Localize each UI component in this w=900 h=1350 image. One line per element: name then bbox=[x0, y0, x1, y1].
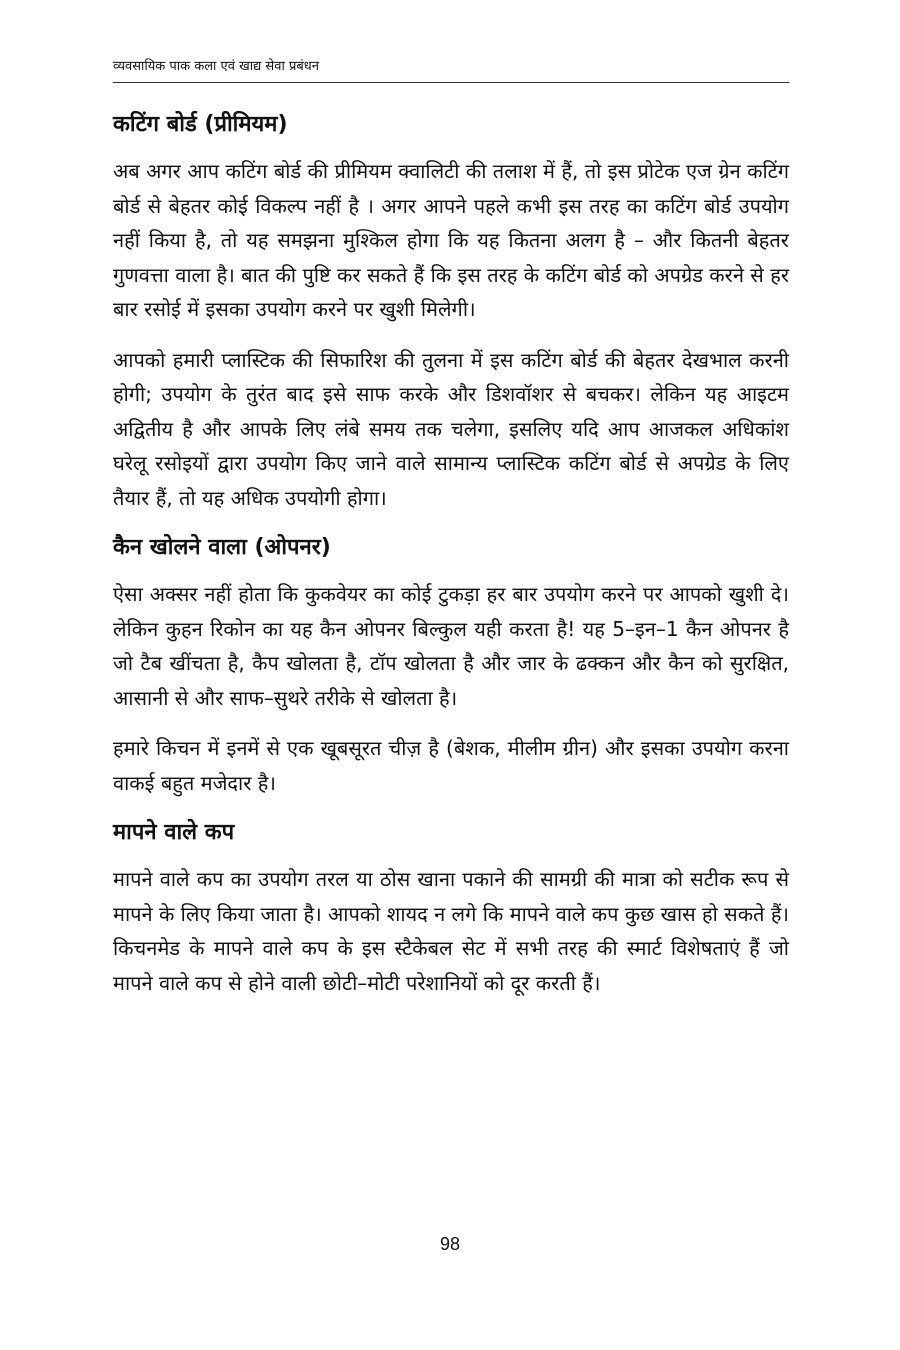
section-heading: मापने वाले कप bbox=[113, 820, 235, 845]
paragraph: आपको हमारी प्लास्टिक की सिफारिश की तुलना में इस कटिंग बोर्ड की बेहतर देखभाल करनी होगी; उपयोग के तुरंत बाद इसे साफ करके और डिशवॉशर से बचकर। लेकिन यह आइटम अद्वितीय है और आपके लिए लंबे समय तक चलेगा, इसलिए यदि आप आजकल अधिकांश घरेलू रसोइयों द्वारा उपयोग किए जाने वाले सामान्य प्लास्टिक कटिंग बोर्ड से अपग्रेड के लिए तैयार हैं, तो यह अधिक उपयोगी होगा। bbox=[113, 347, 789, 510]
section-cutting-board bbox=[113, 108, 789, 515]
section-heading: कटिंग बोर्ड (प्रीमियम) bbox=[113, 112, 288, 137]
paragraph: मापने वाले कप का उपयोग तरल या ठोस खाना पकाने की सामग्री की मात्रा को सटीक रूप से मापने के लिए किया जाता है। आपको शायद न लगे कि मापने वाले कप कुछ खास हो सकते हैं। किचनमेड के मापने वाले कप के इस स्टैकेबल सेट में सभी तरह की स्मार्ट विशेषताएं हैं जो मापने वाले कप से होने वाली छोटी–मोटी परेशानियों को दूर करती हैं। bbox=[113, 867, 790, 995]
running-header: व्यवसायिक पाक कला एवं खाद्य सेवा प्रबंधन bbox=[113, 58, 789, 83]
section-can-opener bbox=[113, 531, 789, 800]
paragraph: ऐसा अक्सर नहीं होता कि कुकवेयर का कोई टुकड़ा हर बार उपयोग करने पर आपको खुशी दे। लेकिन कुहन रिकोन का यह कैन ओपनर बिल्कुल यही करता है! यह 5–इन–1 कैन ओपनर है जो टैब खींचता है, कैप खोलता है, टॉप खोलता है और जार के ढक्कन और कैन को सुरक्षित, आसानी से और साफ–सुथरे तरीके से खोलता है। bbox=[113, 582, 789, 710]
section-measuring-cups bbox=[113, 816, 789, 1000]
paragraph: अब अगर आप कटिंग बोर्ड की प्रीमियम क्वालिटी की तलाश में हैं, तो इस प्रोटेक एज ग्रेन कटिंग बोर्ड से बेहतर कोई विकल्प नहीं है । अगर आपने पहले कभी इस तरह का कटिंग बोर्ड उपयोग नहीं किया है, तो यह समझना मुश्किल होगा कि यह कितना अलग है – और कितनी बेहतर गुणवत्ता वाला है। बात की पुष्टि कर सकते हैं कि इस तरह के कटिंग बोर्ड को अपग्रेड करने से हर बार रसोई में इसका उपयोग करने पर खुशी मिलेगी। bbox=[113, 159, 789, 321]
paragraph: हमारे किचन में इनमें से एक खूबसूरत चीज़ है (बेशक, मीलीम ग्रीन) और इसका उपयोग करना वाकई बहुत मजेदार है। bbox=[113, 736, 789, 795]
section-heading: कैन खोलने वाला (ओपनर) bbox=[113, 535, 331, 560]
page-content bbox=[113, 108, 789, 1016]
page-number: 98 bbox=[439, 1234, 461, 1254]
